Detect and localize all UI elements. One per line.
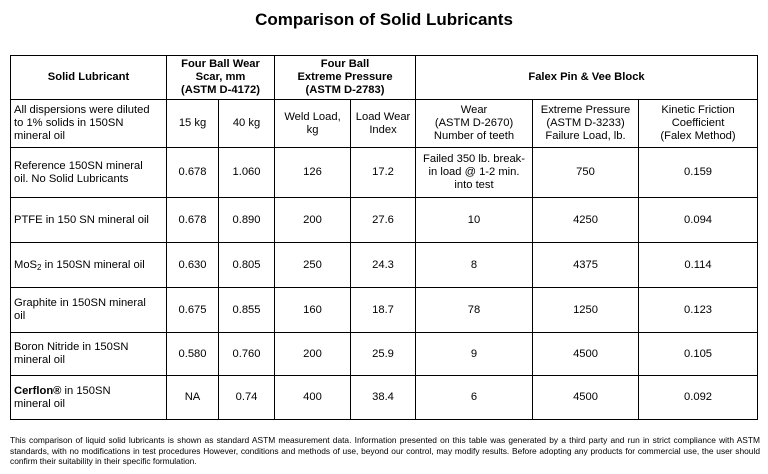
cell-40kg: 0.760: [219, 333, 275, 376]
table-row: [11, 376, 758, 420]
cell-kf: 0.105: [639, 333, 758, 376]
cell-weld: 400: [275, 376, 351, 420]
cell-lwi: 25.9: [351, 333, 416, 376]
cell-40kg: 0.74: [219, 376, 275, 420]
subheader-kinetic-friction: Kinetic Friction Coefficient (Falex Method): [639, 100, 758, 148]
table-row: [11, 198, 758, 243]
cell-kf: 0.092: [639, 376, 758, 420]
cell-40kg: 0.890: [219, 198, 275, 243]
header-row: [11, 56, 758, 100]
cell-wear: 78: [416, 288, 533, 333]
subheader-load-wear-index: Load Wear Index: [351, 100, 416, 148]
row-name: Graphite in 150SN mineral oil: [11, 288, 167, 333]
subheader-weld-load: Weld Load, kg: [275, 100, 351, 148]
cell-ep: 4500: [533, 376, 639, 420]
subheader-wear: Wear (ASTM D-2670) Number of teeth: [416, 100, 533, 148]
cell-15kg: 0.678: [167, 198, 219, 243]
cell-15kg: NA: [167, 376, 219, 420]
cell-ep: 1250: [533, 288, 639, 333]
cell-15kg: 0.678: [167, 148, 219, 198]
cell-wear: 10: [416, 198, 533, 243]
cell-40kg: 1.060: [219, 148, 275, 198]
header-four-ball-ep: Four Ball Extreme Pressure (ASTM D-2783): [275, 56, 416, 100]
row-name: MoS$_2$ in 150SN mineral oil: [11, 243, 167, 288]
cell-ep: 4375: [533, 243, 639, 288]
cell-15kg: 0.630: [167, 243, 219, 288]
row-name: Boron Nitride in 150SN mineral oil: [11, 333, 167, 376]
table-row: [11, 243, 758, 288]
cell-ep: 4250: [533, 198, 639, 243]
header-solid-lubricant: Solid Lubricant: [11, 56, 167, 100]
header-four-ball-wear: Four Ball Wear Scar, mm (ASTM D-4172): [167, 56, 275, 100]
cell-weld: 250: [275, 243, 351, 288]
cell-lwi: 27.6: [351, 198, 416, 243]
cell-wear: 9: [416, 333, 533, 376]
row-name: PTFE in 150 SN mineral oil: [11, 198, 167, 243]
subheader-row: [11, 100, 758, 148]
cell-wear: 6: [416, 376, 533, 420]
cell-weld: 200: [275, 333, 351, 376]
cell-ep: 750: [533, 148, 639, 198]
disclaimer-footnote: This comparison of liquid solid lubricants is shown as standard ASTM measurement data. Information presented on this table was generated by a third party and run in strict compliance with ASTM standards, with no modifications in test procedures However, conditions and methods of use, beyond our control, may modify results. Before adopting any products for commercial use, the user should confirm their suitability in their specific formulation.: [10, 435, 760, 467]
cell-kf: 0.123: [639, 288, 758, 333]
page-title: Comparison of Solid Lubricants: [255, 10, 513, 29]
cell-15kg: 0.580: [167, 333, 219, 376]
dilution-note: All dispersions were diluted to 1% solids in 150SN mineral oil: [11, 100, 167, 148]
cell-40kg: 0.855: [219, 288, 275, 333]
cell-weld: 200: [275, 198, 351, 243]
cell-lwi: 17.2: [351, 148, 416, 198]
cell-lwi: 18.7: [351, 288, 416, 333]
subheader-extreme-pressure: Extreme Pressure (ASTM D-3233) Failure Load, lb.: [533, 100, 639, 148]
row-name: Reference 150SN mineral oil. No Solid Lubricants: [11, 148, 167, 198]
header-falex: Falex Pin & Vee Block: [416, 56, 758, 100]
subheader-40kg: 40 kg: [219, 100, 275, 148]
subheader-15kg: 15 kg: [167, 100, 219, 148]
cell-40kg: 0.805: [219, 243, 275, 288]
cell-15kg: 0.675: [167, 288, 219, 333]
cell-lwi: 24.3: [351, 243, 416, 288]
table-row: [11, 148, 758, 198]
cell-wear: Failed 350 lb. break- in load @ 1-2 min. into test: [416, 148, 533, 198]
cell-ep: 4500: [533, 333, 639, 376]
cell-weld: 160: [275, 288, 351, 333]
table-row: [11, 288, 758, 333]
cell-kf: 0.094: [639, 198, 758, 243]
cell-lwi: 38.4: [351, 376, 416, 420]
lubricant-comparison-table: [10, 55, 758, 420]
cell-weld: 126: [275, 148, 351, 198]
cell-wear: 8: [416, 243, 533, 288]
cell-kf: 0.114: [639, 243, 758, 288]
cell-kf: 0.159: [639, 148, 758, 198]
row-name: Cerflon® in 150SN mineral oil: [11, 376, 167, 420]
table-row: [11, 333, 758, 376]
